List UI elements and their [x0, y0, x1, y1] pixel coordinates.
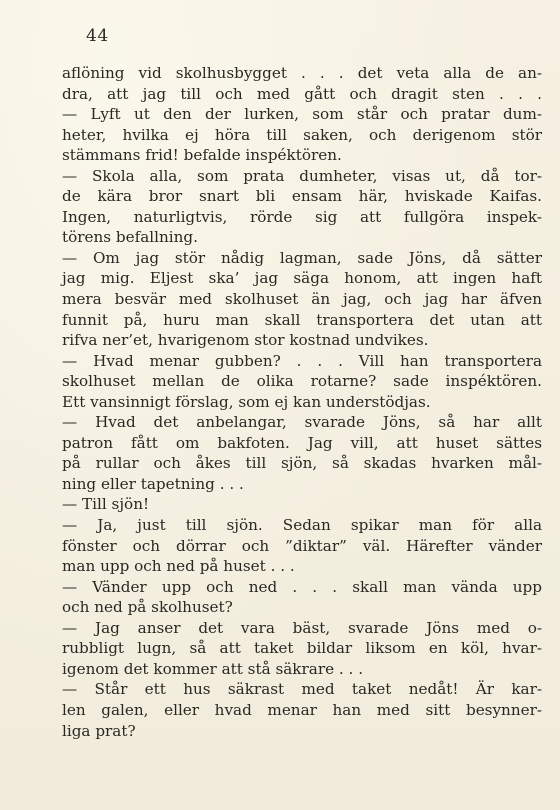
text-line: man upp och ned på huset . . . [62, 557, 295, 576]
text-line: — Om jag stör nådig lagman, sade Jöns, då sätter [62, 248, 542, 267]
text-line: mera besvär med skolhuset än jag, och jag har äfven [62, 290, 542, 309]
text-line: aflöning vid skolhusbygget . . . det veta alla de an- [62, 64, 542, 82]
text-line: fönster och dörrar och ”diktar” väl. Härefter vänder [62, 536, 542, 555]
text-line: — Vänder upp och ned . . . skall man vända upp [62, 577, 542, 596]
text-line: patron fått om bakfoten. Jag vill, att huset sättes [62, 433, 542, 452]
text-line: — Lyft ut den der lurken, som står och pratar dum- [62, 105, 542, 124]
text-line: len galen, eller hvad menar han med sitt besynner- [62, 700, 542, 719]
text-line: rubbligt lugn, så att taket bildar liksom en köl, hvar- [62, 639, 542, 658]
page-number: 44 [86, 26, 109, 46]
text-line: — Skola alla, som prata dumheter, visas ut, då tor- [62, 166, 542, 185]
text-line: dra, att jag till och med gått och dragit sten . . . [62, 84, 542, 103]
text-line: liga prat? [62, 721, 136, 740]
text-line: törens befallning. [62, 228, 198, 247]
text-line: de kära bror snart bli ensam här, hviskade Kaifas. [62, 187, 542, 206]
text-line: funnit på, huru man skall transportera det utan att [62, 310, 542, 329]
text-line: ning eller tapetning . . . [62, 474, 244, 493]
body-text [62, 63, 542, 741]
text-line: stämmans frid! befalde inspéktören. [62, 146, 342, 165]
text-line: Ingen, naturligtvis, rörde sig att fullgöra inspek- [62, 207, 542, 226]
text-line: och ned på skolhuset? [62, 598, 233, 617]
text-line: skolhuset mellan de olika rotarne? sade inspéktören. [62, 372, 542, 391]
text-line: heter, hvilka ej höra till saken, och derigenom stör [62, 125, 542, 144]
text-line: Ett vansinnigt förslag, som ej kan understödjas. [62, 392, 431, 411]
text-line: — Jag anser det vara bäst, svarade Jöns med o- [62, 618, 542, 637]
text-line: rifva ner’et, hvarigenom stor kostnad undvikes. [62, 331, 429, 350]
text-line: jag mig. Eljest ska’ jag säga honom, att ingen haft [62, 269, 542, 288]
text-line: — Till sjön! [62, 495, 150, 514]
text-line: — Hvad menar gubben? . . . Vill han transportera [62, 351, 542, 370]
text-line: — Ja, just till sjön. Sedan spikar man för alla [62, 516, 542, 535]
text-line: — Står ett hus säkrast med taket nedåt! Är kar- [62, 680, 542, 699]
text-line: igenom det kommer att stå säkrare . . . [62, 659, 364, 678]
text-line: — Hvad det anbelangar, svarade Jöns, så har allt [62, 413, 542, 432]
text-line: på rullar och åkes till sjön, så skadas hvarken mål- [62, 454, 542, 473]
